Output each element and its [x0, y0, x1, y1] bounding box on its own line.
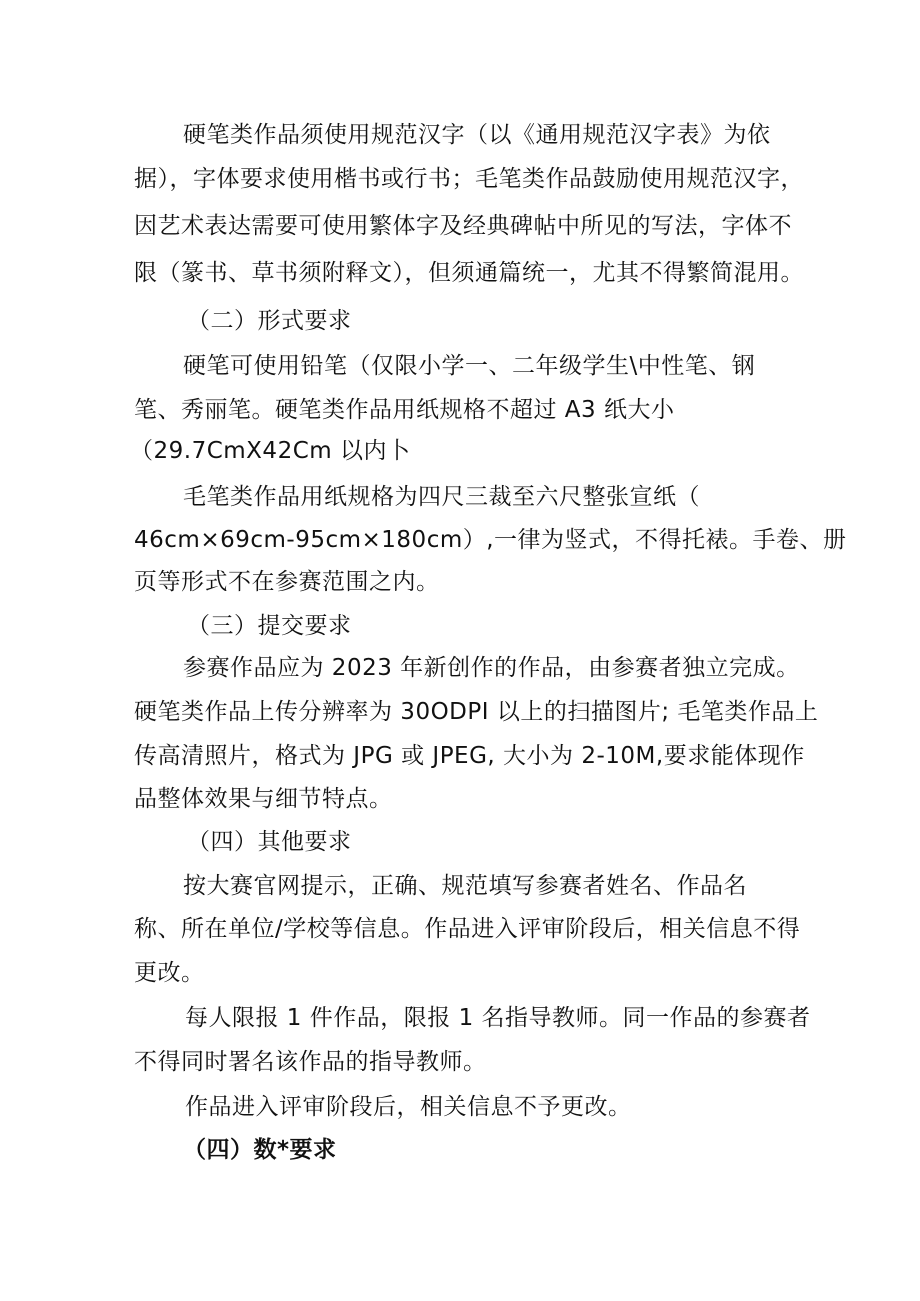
paragraph-line: （29.7CmX42Cm 以内卜	[130, 438, 411, 464]
paragraph-line: 每人限报 1 件作品，限报 1 名指导教师。同一作品的参赛者	[185, 1005, 811, 1031]
paragraph-line: 笔、秀丽笔。硬笔类作品用纸规格不超过 A3 纸大小	[134, 397, 675, 423]
section-heading: （四）数*要求	[183, 1137, 337, 1163]
section-heading: （四）其他要求	[187, 829, 352, 855]
paragraph-line: 硬笔可使用铅笔（仅限小学一、二年级学生\中性笔、钢	[183, 353, 756, 379]
paragraph-line: 毛笔类作品用纸规格为四尺三裁至六尺整张宣纸（	[183, 484, 700, 510]
paragraph-line: 页等形式不在参赛范围之内。	[134, 569, 440, 595]
paragraph-line: 硬笔类作品上传分辨率为 30ODPI 以上的扫描图片; 毛笔类作品上	[134, 699, 819, 725]
paragraph-line: 46cm×69cm-95cm×180cm）,一律为竖式，不得托裱。手卷、册	[134, 527, 847, 553]
paragraph-line: 参赛作品应为 2023 年新创作的作品，由参赛者独立完成。	[183, 655, 800, 681]
section-heading: （二）形式要求	[187, 308, 352, 334]
paragraph-line: 传高清照片，格式为 JPG 或 JPEG, 大小为 2-10M,要求能体现作	[134, 743, 805, 769]
paragraph-line: 限（篆书、草书须附释文），但须通篇统一，尤其不得繁简混用。	[134, 260, 804, 286]
paragraph-line: 作品进入评审阶段后，相关信息不予更改。	[185, 1094, 632, 1120]
paragraph-line: 称、所在单位/学校等信息。作品进入评审阶段后，相关信息不得	[134, 916, 801, 942]
paragraph-line: 不得同时署名该作品的指导教师。	[134, 1049, 487, 1075]
paragraph-line: 品整体效果与细节特点。	[134, 786, 393, 812]
paragraph-line: 硬笔类作品须使用规范汉字（以《通用规范汉字表》为依	[183, 122, 771, 148]
section-heading: （三）提交要求	[187, 613, 352, 639]
paragraph-line: 按大赛官网提示，正确、规范填写参赛者姓名、作品名	[183, 873, 747, 899]
paragraph-line: 因艺术表达需要可使用繁体字及经典碑帖中所见的写法，字体不	[134, 213, 792, 239]
paragraph-line: 更改。	[134, 960, 205, 986]
paragraph-line: 据），字体要求使用楷书或行书；毛笔类作品鼓励使用规范汉字，	[134, 166, 804, 192]
